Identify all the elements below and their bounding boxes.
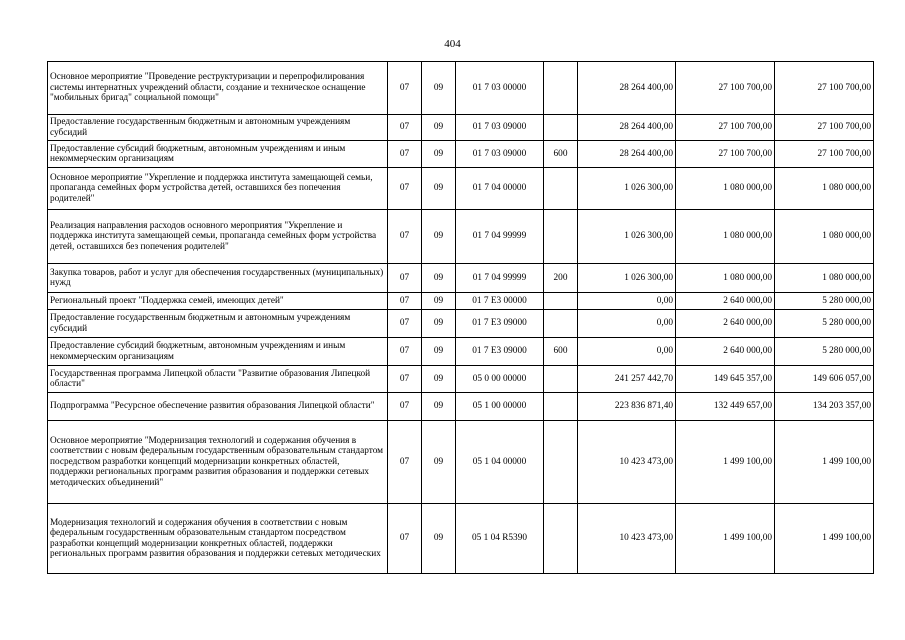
amount-year2-cell: 27 100 700,00 [676,141,775,168]
target-article-cell: 05 1 00 00000 [456,393,544,421]
amount-year3-cell: 5 280 000,00 [775,338,874,366]
table-row [48,366,874,393]
section-code-cell: 07 [388,115,422,141]
budget-table [47,61,874,574]
amount-year1-cell: 0,00 [578,310,676,338]
amount-year2-cell: 1 080 000,00 [676,168,775,210]
target-article-cell: 01 7 Е3 00000 [456,293,544,310]
expense-name-cell: Закупка товаров, работ и услуг для обеспечения государственных (муниципальных) нужд [48,264,388,293]
expense-type-cell [544,168,578,210]
expense-type-cell [544,421,578,504]
amount-year2-cell: 2 640 000,00 [676,293,775,310]
expense-type-cell [544,393,578,421]
expense-name-cell: Предоставление государственным бюджетным и автономным учреждениям субсидий [48,310,388,338]
table-row [48,210,874,264]
amount-year2-cell: 1 080 000,00 [676,264,775,293]
amount-year2-cell: 2 640 000,00 [676,310,775,338]
amount-year1-cell: 10 423 473,00 [578,504,676,574]
expense-type-cell [544,310,578,338]
expense-name-cell: Предоставление субсидий бюджетным, автономным учреждениям и иным некоммерческим организациям [48,338,388,366]
target-article-cell: 01 7 03 09000 [456,141,544,168]
amount-year2-cell: 1 080 000,00 [676,210,775,264]
table-row [48,310,874,338]
expense-type-cell [544,115,578,141]
table-row [48,264,874,293]
subsection-code-cell: 09 [422,393,456,421]
amount-year3-cell: 1 080 000,00 [775,264,874,293]
amount-year2-cell: 2 640 000,00 [676,338,775,366]
page-number: 404 [444,38,461,50]
amount-year3-cell: 134 203 357,00 [775,393,874,421]
subsection-code-cell: 09 [422,210,456,264]
table-row [48,168,874,210]
table-row [48,293,874,310]
subsection-code-cell: 09 [422,168,456,210]
target-article-cell: 01 7 04 00000 [456,168,544,210]
amount-year2-cell: 149 645 357,00 [676,366,775,393]
amount-year1-cell: 1 026 300,00 [578,264,676,293]
table-row [48,62,874,115]
section-code-cell: 07 [388,141,422,168]
table-row [48,115,874,141]
amount-year2-cell: 1 499 100,00 [676,421,775,504]
amount-year2-cell: 1 499 100,00 [676,504,775,574]
amount-year3-cell: 27 100 700,00 [775,62,874,115]
expense-name-cell: Основное мероприятие "Укрепление и поддержка института замещающей семьи, пропаганда семейных форм устройства детей, оставшихся без попечения родителей" [48,168,388,210]
expense-name-cell: Предоставление субсидий бюджетным, автономным учреждениям и иным некоммерческим организациям [48,141,388,168]
expense-name-cell: Реализация направления расходов основного мероприятия "Укрепление и поддержка института замещающей семьи, пропаганда семейных форм устройства детей, оставшихся без попечения родителей" [48,210,388,264]
expense-type-cell [544,504,578,574]
target-article-cell: 05 1 04 00000 [456,421,544,504]
expense-type-cell [544,62,578,115]
amount-year1-cell: 10 423 473,00 [578,421,676,504]
amount-year3-cell: 27 100 700,00 [775,115,874,141]
subsection-code-cell: 09 [422,293,456,310]
subsection-code-cell: 09 [422,62,456,115]
amount-year3-cell: 1 080 000,00 [775,168,874,210]
section-code-cell: 07 [388,62,422,115]
section-code-cell: 07 [388,293,422,310]
amount-year3-cell: 5 280 000,00 [775,293,874,310]
amount-year3-cell: 27 100 700,00 [775,141,874,168]
table-row [48,504,874,574]
section-code-cell: 07 [388,338,422,366]
section-code-cell: 07 [388,210,422,264]
amount-year2-cell: 27 100 700,00 [676,62,775,115]
section-code-cell: 07 [388,366,422,393]
target-article-cell: 01 7 04 99999 [456,264,544,293]
expense-type-cell [544,366,578,393]
amount-year1-cell: 28 264 400,00 [578,115,676,141]
expense-type-cell: 600 [544,141,578,168]
amount-year1-cell: 28 264 400,00 [578,141,676,168]
expense-name-cell: Предоставление государственным бюджетным и автономным учреждениям субсидий [48,115,388,141]
amount-year3-cell: 1 499 100,00 [775,421,874,504]
subsection-code-cell: 09 [422,264,456,293]
amount-year3-cell: 5 280 000,00 [775,310,874,338]
target-article-cell: 01 7 03 09000 [456,115,544,141]
amount-year3-cell: 1 499 100,00 [775,504,874,574]
amount-year2-cell: 132 449 657,00 [676,393,775,421]
table-row [48,338,874,366]
subsection-code-cell: 09 [422,310,456,338]
section-code-cell: 07 [388,264,422,293]
section-code-cell: 07 [388,393,422,421]
subsection-code-cell: 09 [422,338,456,366]
target-article-cell: 01 7 03 00000 [456,62,544,115]
table-row [48,141,874,168]
amount-year1-cell: 223 836 871,40 [578,393,676,421]
subsection-code-cell: 09 [422,115,456,141]
expense-type-cell: 200 [544,264,578,293]
amount-year1-cell: 241 257 442,70 [578,366,676,393]
subsection-code-cell: 09 [422,421,456,504]
expense-name-cell: Основное мероприятие "Проведение реструктуризации и перепрофилирования системы интернатных учреждений области, создание и техническое оснащение "мобильных бригад" социальной помощи" [48,62,388,115]
expense-name-cell: Региональный проект "Поддержка семей, имеющих детей" [48,293,388,310]
section-code-cell: 07 [388,421,422,504]
amount-year1-cell: 1 026 300,00 [578,210,676,264]
expense-type-cell [544,210,578,264]
expense-name-cell: Модернизация технологий и содержания обучения в соответствии с новым федеральным государственным образовательным стандартом посредством разработки концепций модернизации конкретных областей, поддержки региональных программ развития образования и поддержки сетевых методических [48,504,388,574]
amount-year3-cell: 1 080 000,00 [775,210,874,264]
amount-year1-cell: 0,00 [578,293,676,310]
target-article-cell: 05 0 00 00000 [456,366,544,393]
target-article-cell: 01 7 Е3 09000 [456,310,544,338]
amount-year2-cell: 27 100 700,00 [676,115,775,141]
table-row [48,421,874,504]
subsection-code-cell: 09 [422,366,456,393]
amount-year3-cell: 149 606 057,00 [775,366,874,393]
subsection-code-cell: 09 [422,504,456,574]
expense-type-cell [544,293,578,310]
target-article-cell: 01 7 04 99999 [456,210,544,264]
expense-type-cell: 600 [544,338,578,366]
section-code-cell: 07 [388,168,422,210]
budget-table-body [48,62,874,574]
table-row [48,393,874,421]
expense-name-cell: Основное мероприятие "Модернизация технологий и содержания обучения в соответствии с новым федеральным государственным образовательным стандартом посредством разработки концепций модернизации конкретных областей, поддержки региональных программ развития образования и поддержки сетевых методических объединений" [48,421,388,504]
expense-name-cell: Государственная программа Липецкой области "Развитие образования Липецкой области" [48,366,388,393]
subsection-code-cell: 09 [422,141,456,168]
expense-name-cell: Подпрограмма "Ресурсное обеспечение развития образования Липецкой области" [48,393,388,421]
section-code-cell: 07 [388,310,422,338]
section-code-cell: 07 [388,504,422,574]
amount-year1-cell: 0,00 [578,338,676,366]
target-article-cell: 05 1 04 R5390 [456,504,544,574]
amount-year1-cell: 1 026 300,00 [578,168,676,210]
target-article-cell: 01 7 Е3 09000 [456,338,544,366]
amount-year1-cell: 28 264 400,00 [578,62,676,115]
